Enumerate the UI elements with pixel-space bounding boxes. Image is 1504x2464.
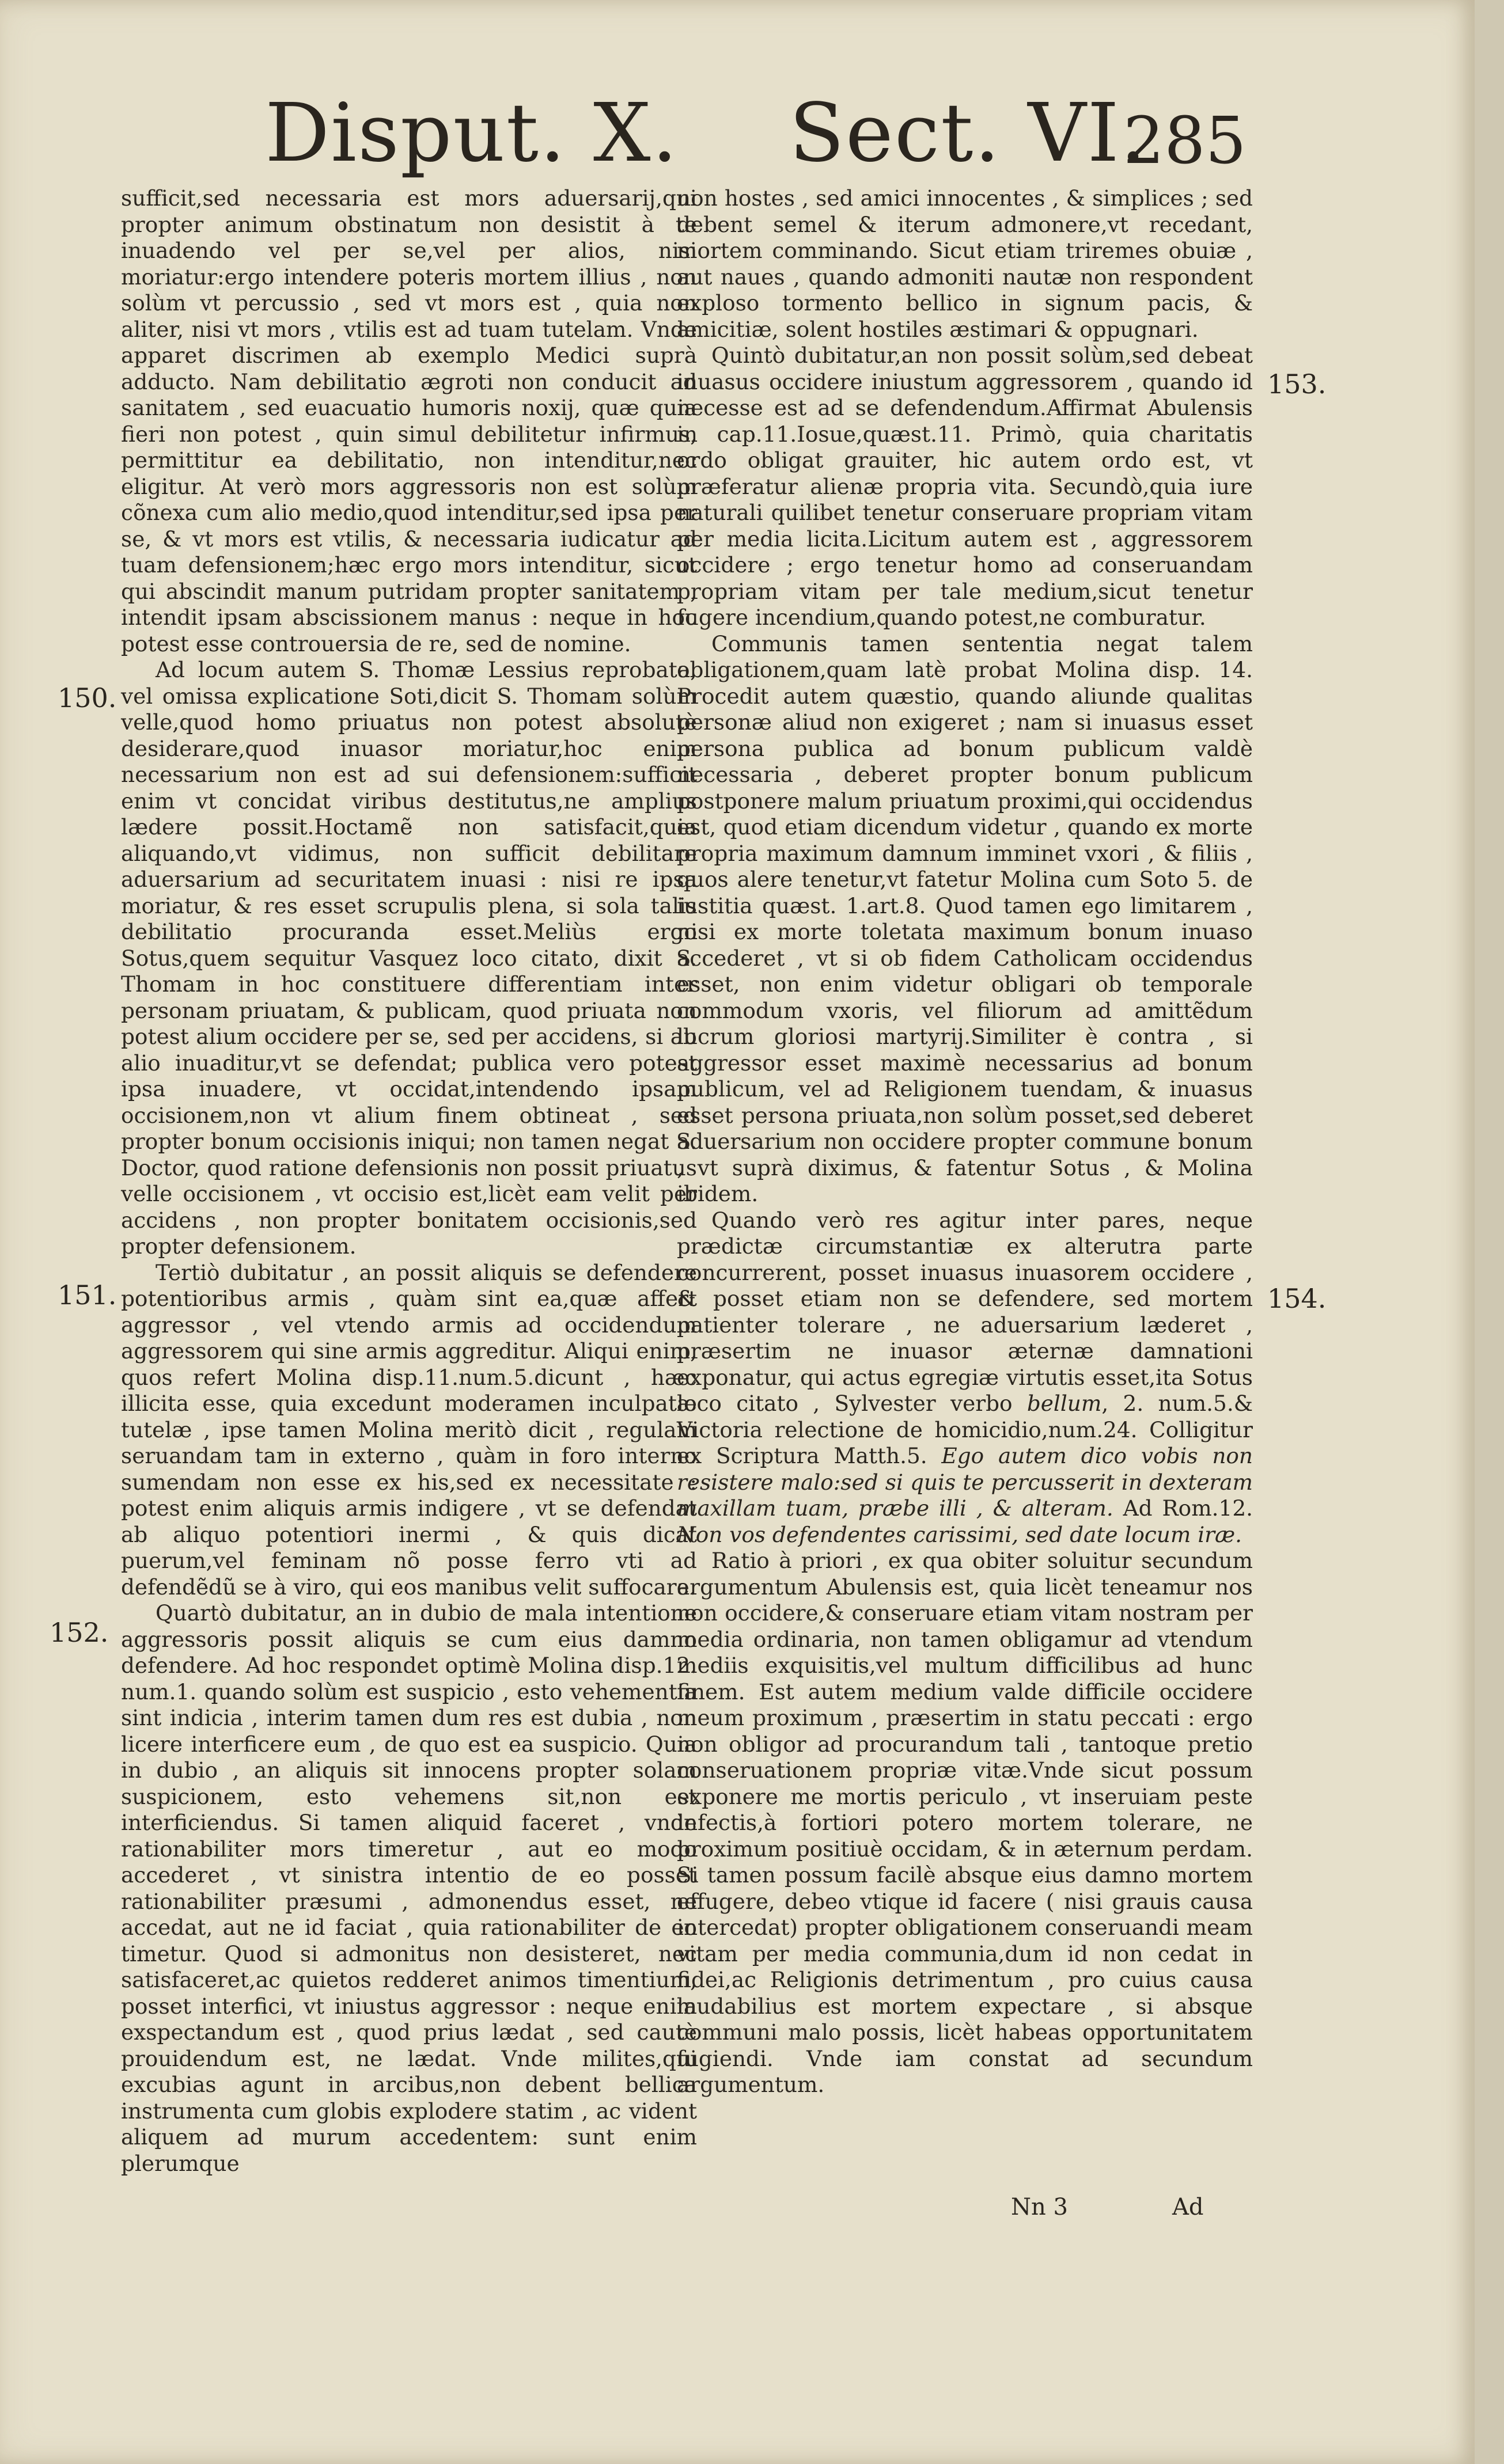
margin-number: 151. bbox=[58, 1280, 117, 1311]
paragraph-text: Quando verò res agitur inter pares, neque prædictæ circumstantiæ ex alterutra parte concurrerent, posset inuasus inuasorem occidere , & posset etiam non se defendere, sed mortem patienter tolerare , ne aduersarium læderet , præsertim ne inuasor æternæ damnationi exponatur, qui actus egregiæ virtutis esset,ita Sotus loco citato , Sylvester verbo bbox=[677, 1207, 1253, 1416]
scripture-quote: Ego autem dico vobis non resistere malo:sed si quis te percusserit in dexteram maxillam tuam, præbe illi , & alteram. bbox=[677, 1443, 1253, 1521]
paragraph: Quartò dubitatur, an in dubio de mala intentione aggressoris possit aliquis se cum eius damno defendere. Ad hoc respondet optimè Molina disp.12. num.1. quando solùm est suspicio , esto vehementia sint indicia , interim tamen dum res est dubia , non licere interficere eum , de quo est ea suspicio. Quia in dubio , an aliquis sit innocens propter solam suspicionem, esto vehemens sit,non est interficiendus. Si tamen aliquid faceret , vnde rationabiliter mors timeretur , aut eo modo accederet , vt sinistra intentio de eo posset rationabiliter præsumi , admonendus esset, ne accedat, aut ne id faciat , quia rationabiliter de eo timetur. Quod si admonitus non desisteret, nec satisfaceret,ac quietos redderet animos timentium, posset interfici, vt iniustus aggressor : neque enim exspectandum est , quod prius lædat , sed cautè prouidendum est, ne lædat. Vnde milites,qui excubias agunt in arcibus,non debent bellica instrumenta cum globis explodere statim , ac vident aliquem ad murum accedentem: sunt enim plerumque bbox=[121, 1600, 697, 2176]
paragraph: Ad locum autem S. Thomæ Lessius reprobata, vel omissa explicatione Soti,dicit S. Thomam solùm velle,quod homo priuatus non potest absolutè desiderare,quod inuasor moriatur,hoc enim necessarium non est ad sui defensionem:sufficit enim vt concidat viribus destitutus,ne amplius lædere possit.Hoctamẽ non satisfacit,quia aliquando,vt vidimus, non sufficit debilitare aduersarium ad securitatem inuasi : nisi re ipsa moriatur, & res esset scrupulis plena, si sola talis debilitatio procuranda esset.Meliùs ergo Sotus,quem sequitur Vasquez loco citato, dixit S. Thomam in hoc constituere differentiam inter personam priuatam, & publicam, quod priuata non potest alium occidere per se, sed per accidens, si ab alio inuaditur,vt se defendat; publica vero potest ipsa inuadere, vt occidat,intendendo ipsam occisionem,non vt alium finem obtineat , sed propter bonum occisionis iniqui; non tamen negat S. Doctor, quod ratione defensionis non possit priuatus velle occisionem , vt occisio est,licèt eam velit per accidens , non propter bonitatem occisionis,sed propter defensionem. bbox=[121, 657, 697, 1259]
scripture-quote: Non vos defendentes carissimi, sed date locum iræ. bbox=[677, 1521, 1242, 1547]
paragraph-text: Ad Rom.12. bbox=[1123, 1495, 1253, 1521]
paragraph: non hostes , sed amici innocentes , & simplices ; sed debent semel & iterum admonere,vt recedant, mortem comminando. Sicut etiam triremes obuiæ , aut naues , quando admoniti nautæ non respondent exploso tormento bellico in signum pacis, & amicitiæ, solent hostiles æstimari & oppugnari. bbox=[677, 185, 1253, 342]
right-text-column bbox=[677, 185, 1253, 2098]
paragraph-text: , 2. num.5.& Victoria relectione de homicidio,num.24. Colligitur ex Scriptura Matth.5. bbox=[677, 1391, 1253, 1468]
margin-number: 154. bbox=[1267, 1283, 1327, 1314]
paragraph: Quintò dubitatur,an non possit solùm,sed debeat inuasus occidere iniustum aggressorem , quando id necesse est ad se defendendum.Affirmat Abulensis in cap.11.Iosue,quæst.11. Primò, quia charitatis ordo obligat grauiter, hic autem ordo est, vt præferatur alienæ propria vita. Secundò,quia iure naturali quilibet tenetur conseruare propriam vitam per media licita.Licitum autem est , aggressorem occidere ; ergo tenetur homo ad conseruandam propriam vitam per tale medium,sicut tenetur fugere incendium,quando potest,ne comburatur. bbox=[677, 343, 1253, 630]
margin-number: 150. bbox=[58, 682, 117, 713]
paragraph: Tertiò dubitatur , an possit aliquis se defendere potentioribus armis , quàm sint ea,quæ affert aggressor , vel vtendo armis ad occidendum aggressorem qui sine armis aggreditur. Aliqui enim, quos refert Molina disp.11.num.5.dicunt , hæc illicita esse, quia excedunt moderamen inculpatæ tutelæ , ipse tamen Molina meritò dicit , regulam seruandam tam in externo , quàm in foro interno sumendam non esse ex his,sed ex necessitate : potest enim aliquis armis indigere , vt se defendat ab aliquo potentiori inermi , & quis dicat puerum,vel feminam nõ posse ferro vti ad defendẽdũ se à viro, qui eos manibus velit suffocare. bbox=[121, 1259, 697, 1600]
header-section: Sect. VI. bbox=[789, 86, 1147, 180]
page-footer bbox=[677, 2194, 1253, 2228]
running-header bbox=[0, 75, 1475, 190]
catchword: Ad bbox=[1172, 2194, 1204, 2220]
paragraph: sufficit,sed necessaria est mors aduersarij,qui propter animum obstinatum non desistit à te inuadendo vel per se,vel per alios, nisi moriatur:ergo intendere poteris mortem illius , non solùm vt percussio , sed vt mors est , quia non aliter, nisi vt mors , vtilis est ad tuam tutelam. Vnde apparet discrimen ab exemplo Medici suprà adducto. Nam debilitatio ægroti non conducit ad sanitatem , sed euacuatio humoris noxij, quæ quia fieri non potest , quin simul debilitetur infirmus, permittitur ea debilitatio, non intenditur,nec eligitur. At verò mors aggressoris non est solùm cõnexa cum alio medio,quod intenditur,sed ipsa per se, & vt mors est vtilis, & necessaria iudicatur ad tuam defensionem;hæc ergo mors intenditur, sicut qui abscindit manum putridam propter sanitatem , intendit ipsam abscissionem manus : neque in hoc potest esse controuersia de re, sed de nomine. bbox=[121, 185, 697, 656]
paragraph: Communis tamen sententia negat talem obligationem,quam latè probat Molina disp. 14. Procedit autem quæstio, quando aliunde qualitas personæ aliud non exigeret ; nam si inuasus esset persona publica ad bonum publicum valdè necessaria , deberet propter bonum publicum postponere malum priuatum proximi,qui occidendus est, quod etiam dicendum videtur , quando ex morte propria maximum damnum imminet vxori , & filiis , quos alere tenetur,vt fatetur Molina cum Soto 5. de iustitia quæst. 1.art.8. Quod tamen ego limitarem , nisi ex morte toletata maximum bonum inuaso accederet , vt si ob fidem Catholicam occidendus esset, non enim videtur obligari ob temporale commodum vxoris, vel filiorum ad amittẽdum lucrum gloriosi martyrij.Similiter è contra , si aggressor esset maximè necessarius ad bonum publicum, vel ad Religionem tuendam, & inuasus esset persona priuata,non solùm posset,sed deberet aduersarium non occidere propter commune bonum , vt suprà diximus, & fatentur Sotus , & Molina ibidem. bbox=[677, 631, 1253, 1206]
signature-mark: Nn 3 bbox=[1011, 2194, 1068, 2220]
margin-number: 153. bbox=[1267, 369, 1327, 400]
italic-term: bellum bbox=[1026, 1391, 1102, 1416]
margin-number: 152. bbox=[50, 1617, 109, 1648]
header-disputation: Disput. X. bbox=[265, 86, 679, 180]
paragraph: Ratio à priori , ex qua obiter soluitur secundum argumentum Abulensis est, quia licèt teneamur nos non occidere,& conseruare etiam vitam nostram per media ordinaria, non tamen obligamur ad vtendum mediis exquisitis,vel multum difficilibus ad hunc finem. Est autem medium valde difficile occidere meum proximum , præsertim in statu peccati : ergo non obligor ad procurandum tali , tantoque pretio conseruationem propriæ vitæ.Vnde sicut possum exponere me mortis periculo , vt inseruiam peste infectis,à fortiori potero mortem tolerare, ne proximum positiuè occidam, & in æternum perdam. Si tamen possum facilè absque eius damno mortem effugere, debeo vtique id facere ( nisi grauis causa intercedat) propter obligationem conseruandi meam vitam per media communia,dum id non cedat in fidei,ac Religionis detrimentum , pro cuius causa laudabilius est mortem expectare , si absque communi malo possis, licèt habeas opportunitatem fugiendi. Vnde iam constat ad secundum argumentum. bbox=[677, 1548, 1253, 2097]
paragraph bbox=[677, 1208, 1253, 1548]
page-edge bbox=[1475, 0, 1504, 2464]
left-text-column bbox=[121, 185, 697, 2177]
page-number: 285 bbox=[1123, 104, 1247, 179]
